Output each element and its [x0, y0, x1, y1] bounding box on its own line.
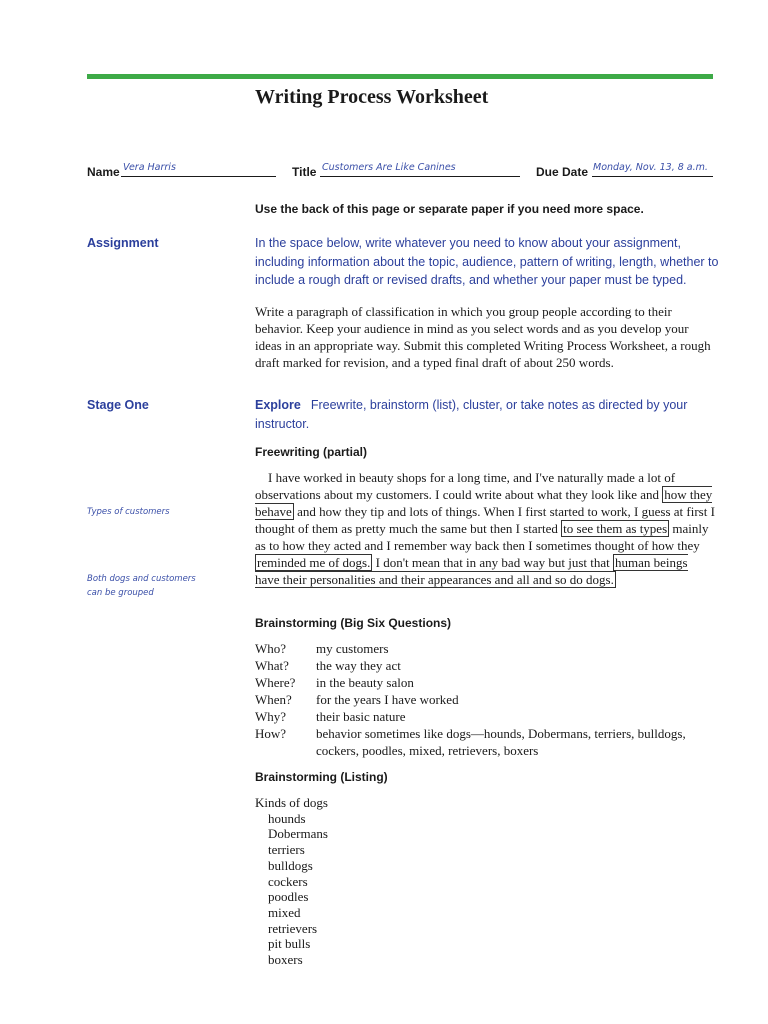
qa-row — [255, 725, 715, 759]
answer: their basic nature — [316, 709, 406, 724]
assignment-text: Write a paragraph of classification in which you group people according to their behavior. Keep your audience in mind as you select words and as you develop your ideas in an appropriate way. Submit this completed Writing Process Worksheet, a rough draft marked for revision, and a typed final draft of about 250 words. — [255, 304, 711, 370]
list-item: bulldogs — [268, 857, 313, 873]
freewriting-paragraph — [255, 469, 715, 588]
qa-row — [255, 691, 715, 708]
freewriting-segment: I have worked in beauty shops for a long time, and I've naturally made a lot of observations about my customers. I could write about what they look like and — [255, 470, 676, 502]
qa-row — [255, 708, 715, 725]
due-date-label: Due Date — [536, 165, 589, 179]
question: Who? — [255, 641, 287, 656]
title-field[interactable] — [320, 162, 520, 177]
listing-heading: Brainstorming (Listing) — [255, 770, 388, 784]
answer: behavior sometimes like dogs—hounds, Dobermans, terriers, bulldogs, cockers, poodles, mixed, retrievers, boxers — [316, 726, 686, 758]
due-date-field[interactable] — [592, 162, 713, 177]
list-item: retrievers — [268, 920, 318, 936]
stage-one-heading: Stage One — [87, 398, 149, 412]
margin-note-types: Types of customers — [87, 507, 170, 517]
due-date-value: Monday, Nov. 13, 8 a.m. — [593, 162, 708, 173]
assignment-guidance: In the space below, write whatever you need to know about your assignment, including information about the topic, audience, pattern of writing, length, whether to include a rough draft or revised drafts, and whether your paper must be typed. — [255, 236, 719, 287]
boxed-phrase: reminded me of dogs. — [257, 555, 371, 570]
explore-instructions — [255, 396, 720, 433]
answer: in the beauty salon — [316, 675, 414, 690]
title-value: Customers Are Like Canines — [322, 162, 456, 173]
page-title: Writing Process Worksheet — [255, 86, 489, 108]
freewriting-segment: I don't mean that in any bad way but just that — [372, 555, 614, 570]
answer: for the years I have worked — [316, 692, 459, 707]
question: Where? — [255, 675, 296, 690]
name-value: Vera Harris — [123, 162, 176, 173]
list-item: hounds — [268, 810, 306, 826]
name-field[interactable] — [121, 162, 276, 177]
top-green-rule — [87, 74, 713, 79]
title-label: Title — [292, 165, 317, 179]
list-item: Dobermans — [268, 826, 328, 842]
qa-row — [255, 640, 715, 657]
list-title: Kinds of dogs — [255, 795, 328, 810]
question: How? — [255, 726, 287, 741]
list-item: poodles — [268, 889, 309, 905]
qa-row — [255, 674, 715, 691]
list-item: cockers — [268, 873, 308, 889]
list-item: terriers — [268, 842, 305, 858]
name-label: Name — [87, 165, 120, 179]
margin-note-grouped: Both dogs and customers can be grouped — [87, 574, 196, 598]
list-item: pit bulls — [268, 936, 311, 952]
assignment-heading: Assignment — [87, 236, 159, 250]
question: Why? — [255, 709, 287, 724]
big-six-heading: Brainstorming (Big Six Questions) — [255, 616, 452, 630]
boxed-phrase: human beings have their personalities and their appearances and all and so do dogs. — [255, 555, 688, 587]
answer: the way they act — [316, 658, 401, 673]
boxed-phrase: to see them as types — [563, 521, 668, 536]
explore-text: Freewrite, brainstorm (list), cluster, or take notes as directed by your instructor. — [255, 398, 688, 431]
freewriting-heading: Freewriting (partial) — [255, 445, 368, 459]
dog-list — [255, 795, 715, 968]
explore-label: Explore — [255, 398, 301, 412]
freewriting-segment: and how they tip and lots of things. When I first started to work, I guess at first I thought of them as pretty much the same but then I started — [255, 504, 715, 536]
list-item: mixed — [268, 904, 301, 920]
list-item: boxers — [268, 952, 303, 968]
qa-row — [255, 657, 715, 674]
freewriting-segment: mainly as to how they acted and I remember way back then I sometimes thought of how they — [255, 521, 709, 553]
space-note: Use the back of this page or separate paper if you need more space. — [255, 202, 644, 216]
big-six-table — [255, 640, 715, 759]
question: When? — [255, 692, 292, 707]
boxed-phrase: how they behave — [255, 487, 713, 519]
answer: my customers — [316, 641, 389, 656]
question: What? — [255, 658, 289, 673]
